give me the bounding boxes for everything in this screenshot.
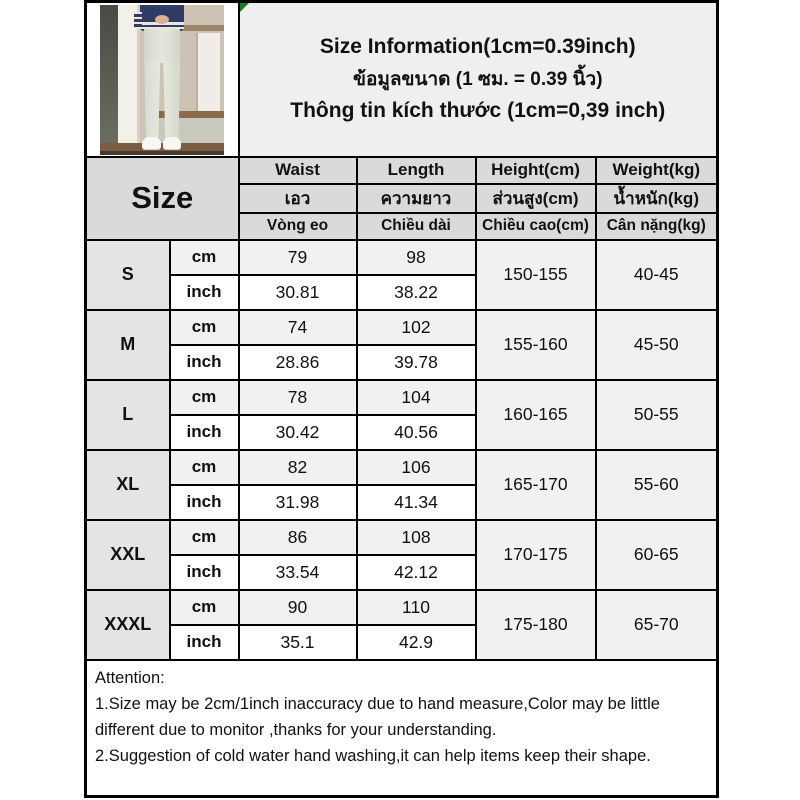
- row-m-unit-inch: inch: [170, 345, 239, 380]
- row-xxxl-length-inch: 42.9: [357, 625, 476, 660]
- door: [196, 33, 220, 117]
- header-waist-vi: Vòng eo: [239, 213, 357, 240]
- sleeve-cuff: [134, 12, 142, 29]
- header-length-en: Length: [357, 157, 476, 184]
- row-m-weight: 45-50: [596, 310, 718, 380]
- row-xl-length-cm: 106: [357, 450, 476, 485]
- attention-note-2: 2.Suggestion of cold water hand washing,it can help items keep their shape.: [95, 746, 651, 765]
- row-s-weight: 40-45: [596, 240, 718, 310]
- jeans: [144, 29, 180, 63]
- row-xl-unit-inch: inch: [170, 485, 239, 520]
- row-m-waist-cm: 74: [239, 310, 357, 345]
- row-xxl-waist-inch: 33.54: [239, 555, 357, 590]
- row-xl-unit-cm: cm: [170, 450, 239, 485]
- row-m-height: 155-160: [476, 310, 596, 380]
- row-xxl-unit-cm: cm: [170, 520, 239, 555]
- row-l-length-cm: 104: [357, 380, 476, 415]
- row-xxl-label: XXL: [86, 520, 170, 590]
- attention-heading: Attention:: [95, 668, 165, 687]
- size-information-table: [84, 0, 719, 798]
- row-s-label: S: [86, 240, 170, 310]
- row-xxxl-waist-cm: 90: [239, 590, 357, 625]
- row-xxl-length-inch: 42.12: [357, 555, 476, 590]
- header-height-th: ส่วนสูง(cm): [476, 184, 596, 213]
- row-l-height: 160-165: [476, 380, 596, 450]
- row-m-length-inch: 39.78: [357, 345, 476, 380]
- row-l-length-inch: 40.56: [357, 415, 476, 450]
- mirror-glass: [100, 5, 120, 147]
- row-s-waist-cm: 79: [239, 240, 357, 275]
- size-header-cell: Size: [86, 157, 239, 240]
- header-length-vi: Chiều dài: [357, 213, 476, 240]
- row-xxxl-length-cm: 110: [357, 590, 476, 625]
- header-length-th: ความยาว: [357, 184, 476, 213]
- row-xxl-length-cm: 108: [357, 520, 476, 555]
- row-m-label: M: [86, 310, 170, 380]
- title-cell: [239, 2, 718, 157]
- header-weight-en: Weight(kg): [596, 157, 718, 184]
- row-xxxl-waist-inch: 35.1: [239, 625, 357, 660]
- row-xxl-unit-inch: inch: [170, 555, 239, 590]
- row-l-waist-cm: 78: [239, 380, 357, 415]
- title-english: Size Information(1cm=0.39inch): [319, 35, 636, 59]
- row-m-length-cm: 102: [357, 310, 476, 345]
- row-s-length-cm: 98: [357, 240, 476, 275]
- header-weight-vi: Cân nặng(kg): [596, 213, 718, 240]
- header-height-vi: Chiều cao(cm): [476, 213, 596, 240]
- row-l-unit-inch: inch: [170, 415, 239, 450]
- row-xxxl-unit-cm: cm: [170, 590, 239, 625]
- attention-note-1: 1.Size may be 2cm/1inch inaccuracy due to hand measure,Color may be little different due to monitor ,thanks for your understanding.: [95, 694, 660, 739]
- sneaker-left: [142, 137, 161, 149]
- jeans-leg-right: [163, 61, 180, 139]
- row-xxl-weight: 60-65: [596, 520, 718, 590]
- title-vietnamese: Thông tin kích thước (1cm=0,39 inch): [290, 99, 666, 123]
- header-weight-th: น้ำหนัก(kg): [596, 184, 718, 213]
- row-l-waist-inch: 30.42: [239, 415, 357, 450]
- row-s-waist-inch: 30.81: [239, 275, 357, 310]
- row-xl-length-inch: 41.34: [357, 485, 476, 520]
- wood-floor: [100, 143, 224, 155]
- row-s-unit-cm: cm: [170, 240, 239, 275]
- header-waist-en: Waist: [239, 157, 357, 184]
- row-xxxl-label: XXXL: [86, 590, 170, 660]
- row-xxxl-weight: 65-70: [596, 590, 718, 660]
- row-xxxl-height: 175-180: [476, 590, 596, 660]
- row-s-unit-inch: inch: [170, 275, 239, 310]
- attention-box: [86, 660, 718, 797]
- row-xxxl-unit-inch: inch: [170, 625, 239, 660]
- row-xl-waist-inch: 31.98: [239, 485, 357, 520]
- row-l-unit-cm: cm: [170, 380, 239, 415]
- header-height-en: Height(cm): [476, 157, 596, 184]
- row-m-waist-inch: 28.86: [239, 345, 357, 380]
- row-xl-waist-cm: 82: [239, 450, 357, 485]
- row-xl-weight: 55-60: [596, 450, 718, 520]
- product-photo-cell: [86, 2, 239, 157]
- row-xl-height: 165-170: [476, 450, 596, 520]
- row-xxl-height: 170-175: [476, 520, 596, 590]
- row-l-label: L: [86, 380, 170, 450]
- row-s-length-inch: 38.22: [357, 275, 476, 310]
- row-xl-label: XL: [86, 450, 170, 520]
- jeans-leg-left: [144, 61, 160, 139]
- green-corner-icon: [240, 3, 249, 12]
- row-s-height: 150-155: [476, 240, 596, 310]
- row-xxl-waist-cm: 86: [239, 520, 357, 555]
- product-photo: [100, 5, 224, 155]
- row-l-weight: 50-55: [596, 380, 718, 450]
- header-waist-th: เอว: [239, 184, 357, 213]
- sneaker-right: [163, 137, 181, 149]
- row-m-unit-cm: cm: [170, 310, 239, 345]
- title-thai: ข้อมูลขนาด (1 ซม. = 0.39 นิ้ว): [352, 69, 603, 91]
